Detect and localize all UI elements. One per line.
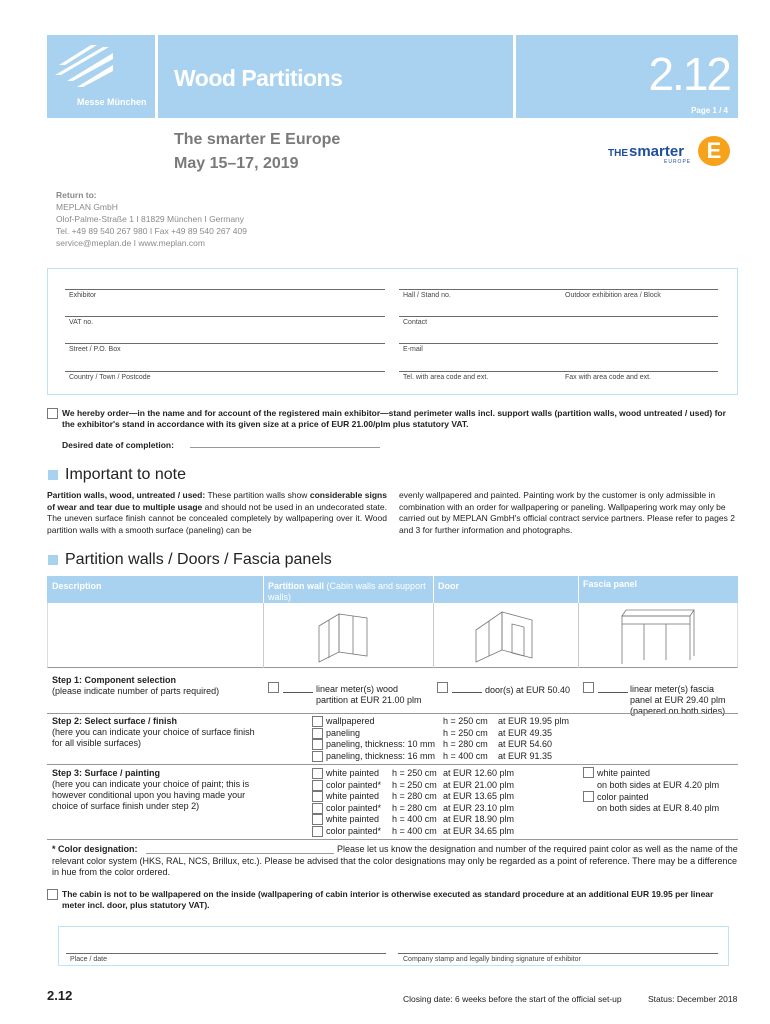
email-field[interactable]	[399, 343, 718, 344]
contact-label: Contact	[403, 319, 428, 326]
cabin-note: The cabin is not to be wallpapered on the inside (wallpapering of cabin interior is otherwise executed as standard procedure at an additional EUR 19.95 per linear meter incl. door, plus statutory VAT).	[62, 889, 714, 910]
stamp-field[interactable]	[398, 953, 718, 954]
step3-height: h = 400 cm	[392, 825, 437, 836]
step1-partition: linear meter(s) wood partition at EUR 21.00 plm	[316, 684, 422, 705]
step2-price: at EUR 19.95 plm	[498, 716, 570, 726]
step2-height: h = 250 cm	[443, 727, 488, 738]
fascia-color-price: on both sides at EUR 8.40 plm	[597, 803, 720, 813]
step2-row	[312, 716, 577, 728]
partitions-marker	[48, 555, 58, 565]
step3-checkbox[interactable]	[312, 826, 323, 837]
step3-row	[312, 780, 577, 792]
step3-price: at EUR 34.65 plm	[443, 825, 515, 836]
step3-label: color painted*	[326, 825, 382, 836]
footer-status: Status: December 2018	[648, 994, 738, 1004]
step2-checkbox[interactable]	[312, 716, 323, 727]
step3-height: h = 250 cm	[392, 779, 437, 790]
logo-block	[47, 35, 155, 118]
step2-height: h = 400 cm	[443, 750, 488, 761]
important-marker	[48, 470, 58, 480]
brand-e-icon	[698, 136, 730, 166]
row-divider	[47, 764, 738, 765]
step1-fascia: linear meter(s) fascia panel at EUR 29.40 plm (papered on both sides)	[630, 684, 726, 716]
place-date-field[interactable]	[66, 953, 386, 954]
step3-row	[312, 803, 577, 815]
return-line: MEPLAN GmbH	[56, 202, 118, 212]
col-fascia: Fascia panel	[583, 579, 638, 589]
step2-checkbox[interactable]	[312, 739, 323, 750]
step3-checkbox[interactable]	[312, 780, 323, 791]
step3-row	[312, 814, 577, 826]
step1-sub: (please indicate number of parts required)	[52, 686, 220, 696]
step3-label: white painted	[326, 791, 380, 801]
fascia-panel-icon	[618, 606, 698, 666]
return-heading: Return to:	[56, 190, 97, 200]
return-line: Tel. +49 89 540 267 980 I Fax +49 89 540 267 409	[56, 226, 247, 236]
partition-checkbox[interactable]	[268, 682, 279, 693]
place-date-label: Place / date	[70, 956, 107, 963]
step3-checkbox[interactable]	[312, 791, 323, 802]
step3-label: white painted	[326, 814, 380, 824]
brand-e-letter: E	[706, 138, 722, 163]
order-checkbox[interactable]	[47, 408, 58, 419]
step3-row	[312, 826, 577, 838]
exhibitor-field[interactable]	[65, 289, 385, 290]
fascia-color: color painted	[597, 792, 649, 802]
step2-label: paneling, thickness: 10 mm	[326, 739, 436, 749]
col-description: Description	[52, 581, 102, 591]
step2-row	[312, 739, 577, 751]
door-icon	[472, 606, 536, 664]
step2-price: at EUR 91.35	[498, 750, 553, 761]
important-left-mid: These partition walls show	[205, 490, 310, 500]
step3-height: h = 400 cm	[392, 814, 437, 824]
important-right: evenly wallpapered and painted. Painting work by the customer is only admissible in combination with an order for wallpapering or paneling. Wallpapering work may only be carried out by MEPLAN GmbH's official contract service partners. Please refer to pages 2 and 3 for further information and photographs.	[399, 490, 735, 535]
fascia-checkbox[interactable]	[583, 682, 594, 693]
color-text3: in hue from the color ordered.	[52, 867, 171, 877]
messe-logo-icon	[51, 43, 151, 95]
color-field[interactable]	[146, 853, 334, 854]
footer-form-number: 2.12	[47, 988, 73, 1003]
hall-field[interactable]	[399, 289, 718, 290]
fascia-white: white painted	[597, 768, 651, 778]
stamp-label: Company stamp and legally binding signature of exhibitor	[403, 956, 581, 963]
title-block	[158, 35, 513, 118]
color-text1: Please let us know the designation and number of the required paint color as well as the name of the	[337, 844, 738, 854]
step3-price: at EUR 18.90 plm	[443, 814, 515, 824]
contact-field[interactable]	[399, 316, 718, 317]
step3-price: at EUR 21.00 plm	[443, 779, 515, 790]
step2-title: Step 2: Select surface / finish	[52, 716, 178, 726]
fascia-color-checkbox[interactable]	[583, 791, 594, 802]
logo-text: Messe München	[77, 97, 147, 107]
outdoor-label: Outdoor exhibition area / Block	[565, 292, 661, 299]
number-block	[516, 35, 738, 118]
col-line	[263, 603, 264, 668]
important-left-bold2: considerable signs of wear and tear due to multiple usage	[47, 490, 387, 512]
order-text: We hereby order—in the name and for account of the registered main exhibitor—stand perimeter walls incl. support walls (partition walls, wood untreated / used) for the exhibitor's stand in accordance with its given size at a price of EUR 21.00/plm plus statutory VAT.	[62, 408, 726, 429]
col-line	[433, 603, 434, 668]
brand-smarter: smarter	[629, 143, 685, 160]
country-label: Country / Town / Postcode	[69, 374, 151, 381]
step2-sub: (here you can indicate your choice of surface finish for all visible surfaces)	[52, 727, 255, 748]
step3-row	[312, 768, 577, 780]
col-door: Door	[438, 581, 459, 591]
page-title: Wood Partitions	[174, 65, 343, 91]
step2-height: h = 250 cm	[443, 716, 488, 726]
step3-row	[312, 791, 577, 803]
important-left	[47, 490, 387, 536]
step1-door: door(s) at EUR 50.40	[485, 685, 571, 695]
brand-the: THE	[608, 148, 628, 159]
fascia-white-checkbox[interactable]	[583, 767, 594, 778]
vat-label: VAT no.	[69, 319, 94, 326]
step3-height: h = 280 cm	[392, 791, 437, 801]
col-partition	[268, 581, 428, 603]
tel-label: Tel. with area code and ext.	[403, 374, 489, 381]
step2-label: wallpapered	[326, 716, 375, 726]
color-label: * Color designation:	[52, 844, 138, 854]
event-dates: May 15–17, 2019	[174, 155, 299, 172]
step3-sub: (here you can indicate your choice of paint; this is however conditional upon you having made your choice of surface finish under step 2)	[52, 779, 250, 811]
step3-height: h = 280 cm	[392, 802, 437, 813]
signature-frame	[58, 926, 729, 966]
hall-label: Hall / Stand no.	[403, 292, 451, 299]
step3-checkbox[interactable]	[312, 814, 323, 825]
email-label: E-mail	[403, 346, 423, 353]
brand-europe: EUROPE	[664, 159, 692, 165]
step3-label: white painted	[326, 768, 380, 778]
return-to	[56, 189, 247, 249]
step3-price: at EUR 23.10 plm	[443, 802, 515, 813]
completion-label: Desired date of completion:	[62, 440, 174, 450]
footer-closing: Closing date: 6 weeks before the start of the official set-up	[403, 994, 622, 1004]
completion-field[interactable]	[190, 447, 380, 448]
form-number: 2.12	[648, 48, 730, 100]
event-name: The smarter E Europe	[174, 131, 341, 148]
step3-height: h = 250 cm	[392, 768, 437, 778]
partition-wall-icon	[315, 608, 375, 664]
step3-label: color painted*	[326, 779, 382, 790]
step3-checkbox[interactable]	[312, 768, 323, 779]
row-divider	[47, 839, 738, 840]
col-line	[578, 603, 579, 668]
step2-row	[312, 728, 577, 740]
step3-checkbox[interactable]	[312, 803, 323, 814]
row-divider	[47, 713, 738, 714]
step2-price: at EUR 54.60	[498, 739, 553, 749]
partition-qty-field[interactable]	[283, 692, 313, 693]
step3-price: at EUR 13.65 plm	[443, 791, 515, 801]
street-label: Street / P.O. Box	[69, 346, 121, 353]
important-left-bold: Partition walls, wood, untreated / used:	[47, 490, 206, 500]
step2-row	[312, 751, 577, 763]
fascia-white-price: on both sides at EUR 4.20 plm	[597, 780, 720, 790]
step2-label: paneling, thickness: 16 mm	[326, 750, 436, 761]
step2-checkbox[interactable]	[312, 751, 323, 762]
return-line: service@meplan.de I www.meplan.com	[56, 238, 205, 248]
col-partition-rest: (Cabin walls and support walls)	[268, 581, 426, 602]
step3-label: color painted*	[326, 802, 382, 813]
exhibitor-label: Exhibitor	[69, 292, 97, 299]
vat-field[interactable]	[65, 316, 385, 317]
important-left-rest: and should not be used in an undecorated state. The uneven surface finish cannot be concealed completely by wallpapering over it. Wood partition walls with a smooth surface (paneling) can be	[47, 501, 388, 535]
fascia-qty-field[interactable]	[598, 692, 628, 693]
step3-options	[312, 768, 577, 837]
step2-price: at EUR 49.35	[498, 727, 553, 738]
country-field[interactable]	[65, 371, 385, 372]
step3-title: Step 3: Surface / painting	[52, 768, 161, 778]
smarter-e-logo	[608, 135, 738, 169]
step2-height: h = 280 cm	[443, 739, 488, 749]
step3-price: at EUR 12.60 plm	[443, 768, 515, 778]
door-qty-field[interactable]	[452, 692, 482, 693]
step2-checkbox[interactable]	[312, 728, 323, 739]
tel-field[interactable]	[399, 371, 718, 372]
page-indicator: Page 1 / 4	[691, 106, 728, 115]
color-text2: relevant color system (HKS, RAL, NCS, Brillux, etc.). Please be advised that the color designations may only be regarded as a point of reference. There may be a difference	[52, 856, 738, 866]
partitions-heading: Partition walls / Doors / Fascia panels	[65, 551, 332, 568]
door-checkbox[interactable]	[437, 682, 448, 693]
street-field[interactable]	[65, 343, 385, 344]
return-line: Olof-Palme-Straße 1 I 81829 München I Germany	[56, 214, 245, 224]
fax-label: Fax with area code and ext.	[565, 374, 651, 381]
cabin-checkbox[interactable]	[47, 889, 58, 900]
step2-label: paneling	[326, 727, 361, 738]
step2-options	[312, 716, 577, 762]
step1-title: Step 1: Component selection	[52, 675, 177, 685]
col-partition-bold: Partition wall	[268, 581, 325, 591]
important-heading: Important to note	[65, 466, 186, 483]
